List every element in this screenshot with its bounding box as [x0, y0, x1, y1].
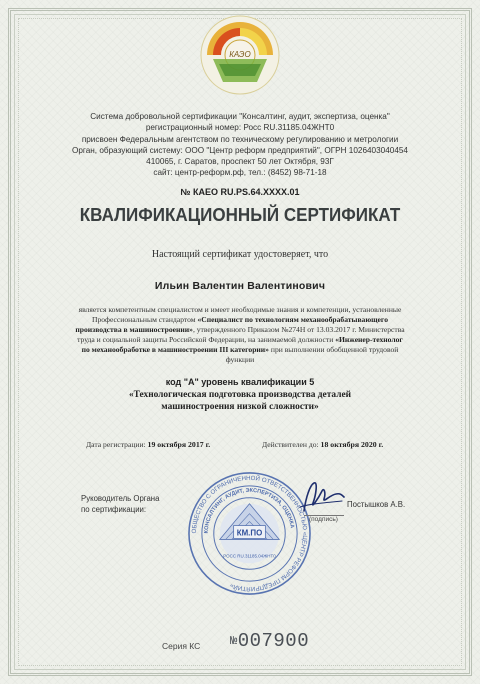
signature-caption: (подпись) [309, 516, 338, 523]
professional-standard: «Специалист по технологиям механообрабатывающего производства в машиностроении» [75, 315, 388, 335]
org-line: 410065, г. Саратов, проспект 50 лет Октября, 93Г [146, 157, 334, 167]
certificate-number [230, 630, 309, 652]
organization-stamp-icon [186, 470, 313, 597]
org-line: присвоен Федеральным агентством по техническому регулированию и метрологии [81, 134, 399, 144]
number-symbol: № [230, 634, 238, 648]
organization-info [40, 111, 440, 179]
signer-name: Постышков А.В. [347, 500, 406, 509]
certificate-series: Серия КС [162, 641, 201, 651]
labor-function: «Технологическая подготовка производства деталей машиностроения низкой сложности» [128, 390, 352, 412]
org-line: регистрационный номер: Росс RU.31185.04ЖНТ0 [145, 123, 335, 133]
registration-date-label: Дата регистрации: [86, 440, 146, 449]
certificate-body [74, 305, 406, 366]
head-label-line: Руководитель Органа [81, 494, 160, 503]
logo-text: КАЭО [229, 50, 251, 59]
valid-until [262, 440, 383, 449]
head-of-body-label [81, 494, 159, 515]
certifies-text: Настоящий сертификат удостоверяет, что [151, 249, 329, 260]
stamp-bottom-text: РОСС RU.31185.04ЖНТ0 [223, 553, 276, 559]
certificate-reg-number: № КАЕО RU.PS.64.XXXX.01 [180, 187, 300, 197]
position-title: «Инженер-технолог по механообработке в машиностроении III категории» [81, 335, 403, 355]
registration-date [86, 440, 210, 449]
stamp-outer-text: ОБЩЕСТВО С ОГРАНИЧЕННОЙ ОТВЕТСТВЕННОСТЬЮ «ЦЕНТР РЕФОРМ ПРЕДПРИЯТИЙ» [190, 474, 309, 593]
stamp-center-text: КМ.ПО [236, 528, 263, 538]
body-text: , утвержденного Приказом №274Н от 13.03.2017 г. Министерства труда и социальной защиты Российской Федерации, на занимаемой должности [77, 325, 405, 345]
kaeo-logo-icon [199, 14, 281, 96]
valid-until-value: 18 октября 2020 г. [320, 440, 384, 449]
certificate-title: КВАЛИФИКАЦИОННЫЙ СЕРТИФИКАТ [79, 204, 401, 225]
body-text: компетенции, установленные Профессиональным стандартом [91, 305, 402, 325]
handwritten-signature-icon [296, 477, 346, 515]
number-value: 007900 [237, 630, 310, 652]
holder-name: Ильин Валентин Валентинович [154, 280, 326, 292]
valid-until-label: Действителен до: [262, 440, 319, 449]
org-line: Орган, образующий систему: ООО "Центр реформ предприятий", ОГРН 1026403040454 [72, 145, 408, 155]
registration-date-value: 19 октября 2017 г. [147, 440, 211, 449]
head-label-line: по сертификации: [81, 504, 147, 514]
body-text: является компетентным специалистом и имеет необходимые знания и [78, 305, 305, 314]
org-line: сайт: центр-реформ.рф, тел.: (8452) 98-71-18 [153, 168, 327, 178]
qualification-level: код "А" уровень квалификации 5 [165, 377, 315, 387]
stamp-inner-text: КОНСАЛТИНГ, АУДИТ, ЭКСПЕРТИЗА, ОЦЕНКА [203, 487, 295, 534]
org-line: Система добровольной сертификации "Консалтинг, аудит, экспертиза, оценка" [90, 112, 390, 121]
body-text: при выполнении обобщенной трудовой функции [225, 345, 399, 365]
